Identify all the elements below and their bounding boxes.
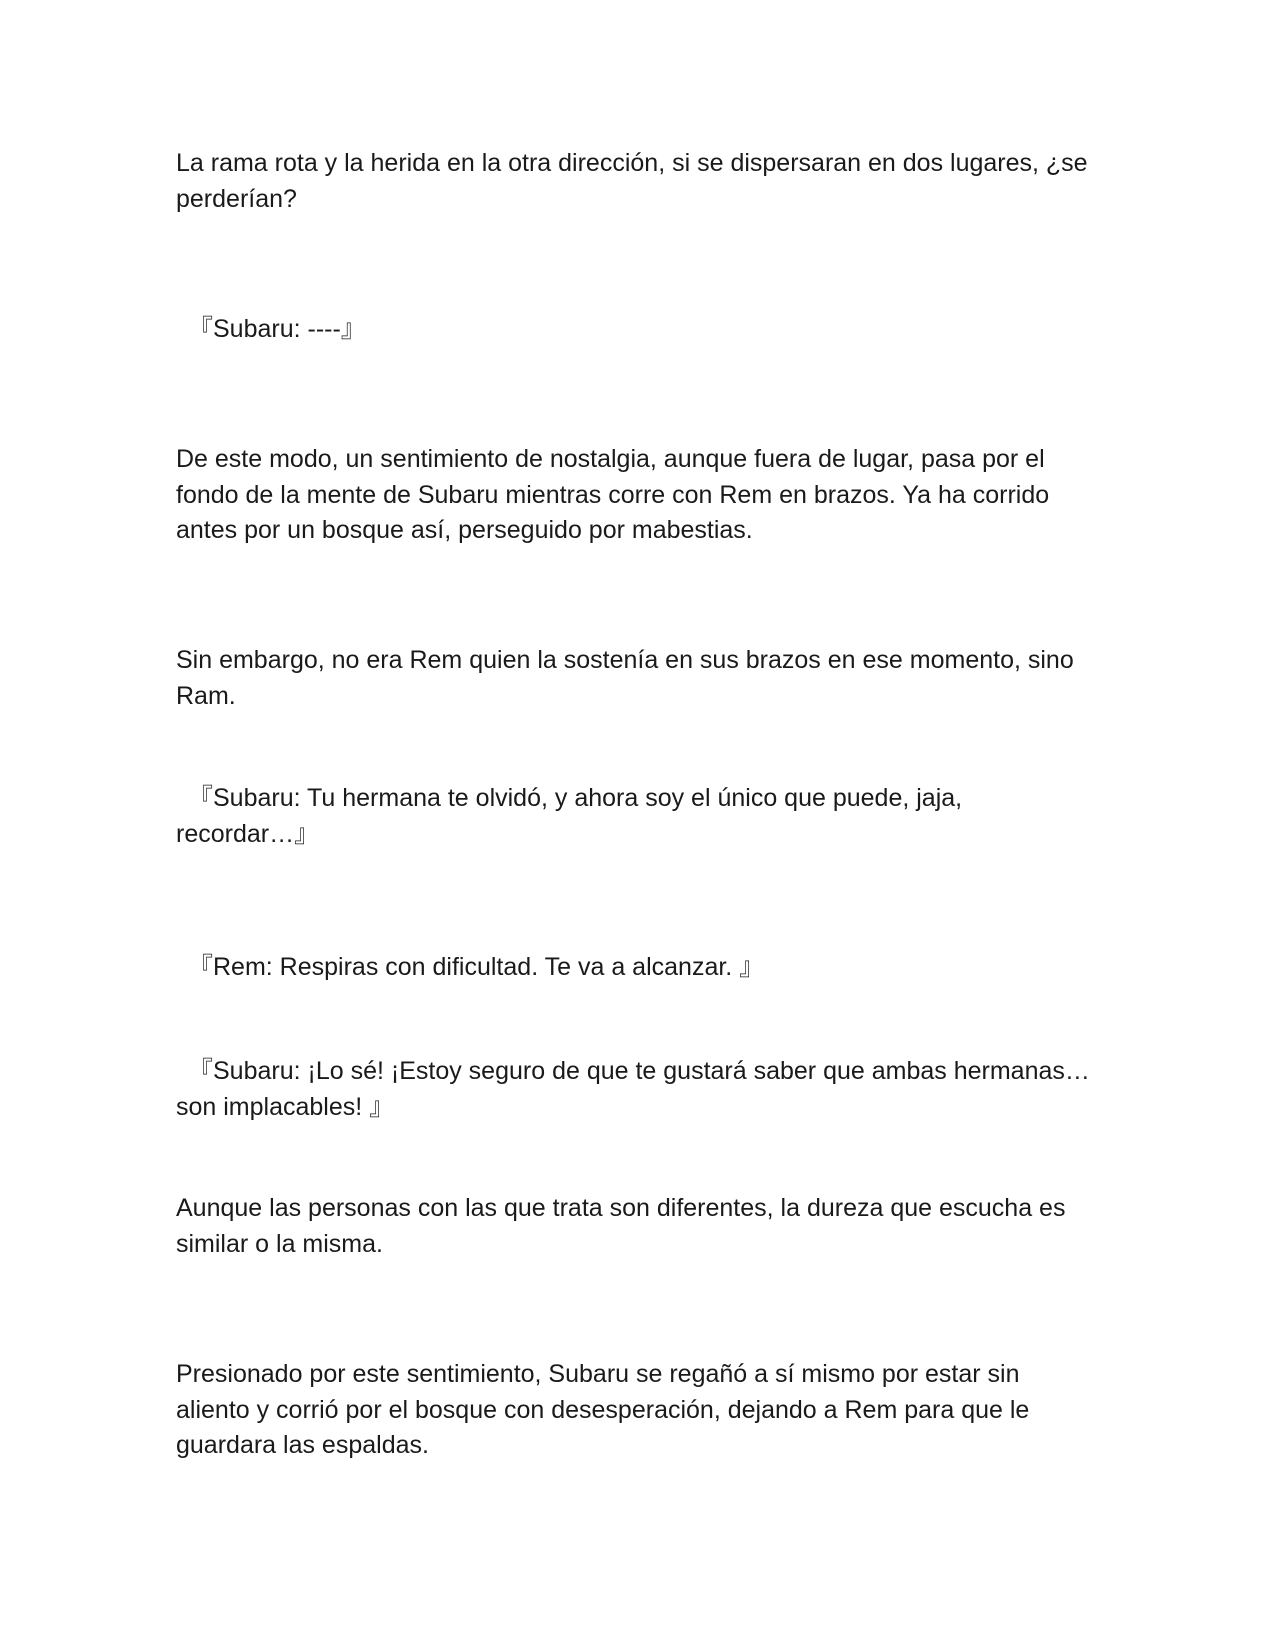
dialogue-line-subaru: 『Subaru: ----』 <box>188 315 366 343</box>
narration-paragraph: Aunque las personas con las que trata son diferentes, la dureza que escucha es similar o la misma. <box>176 1194 1066 1258</box>
narration-paragraph: De este modo, un sentimiento de nostalgia, aunque fuera de lugar, pasa por el fondo de la mente de Subaru mientras corre con Rem en brazos. Ya ha corrido antes por un bosque así, perseguido por mabestias. <box>176 445 1050 544</box>
narration-paragraph: La rama rota y la herida en la otra dirección, si se dispersaran en dos lugares, ¿se perderían? <box>176 149 1088 213</box>
narration-paragraph: Sin embargo, no era Rem quien la sostenía en sus brazos en ese momento, sino Ram. <box>176 646 1074 710</box>
dialogue-line-subaru: 『Subaru: ¡Lo sé! ¡Estoy seguro de que te gustará saber que ambas hermanas… son implacables! 』 <box>176 1057 1090 1121</box>
narration-paragraph: Presionado por este sentimiento, Subaru se regañó a sí mismo por estar sin aliento y corrió por el bosque con desesperación, dejando a Rem para que le guardara las espaldas. <box>176 1360 1030 1459</box>
dialogue-line-rem: 『Rem: Respiras con dificultad. Te va a alcanzar. 』 <box>188 953 765 981</box>
dialogue-line-subaru: 『Subaru: Tu hermana te olvidó, y ahora soy el único que puede, jaja, recordar…』 <box>176 784 963 848</box>
